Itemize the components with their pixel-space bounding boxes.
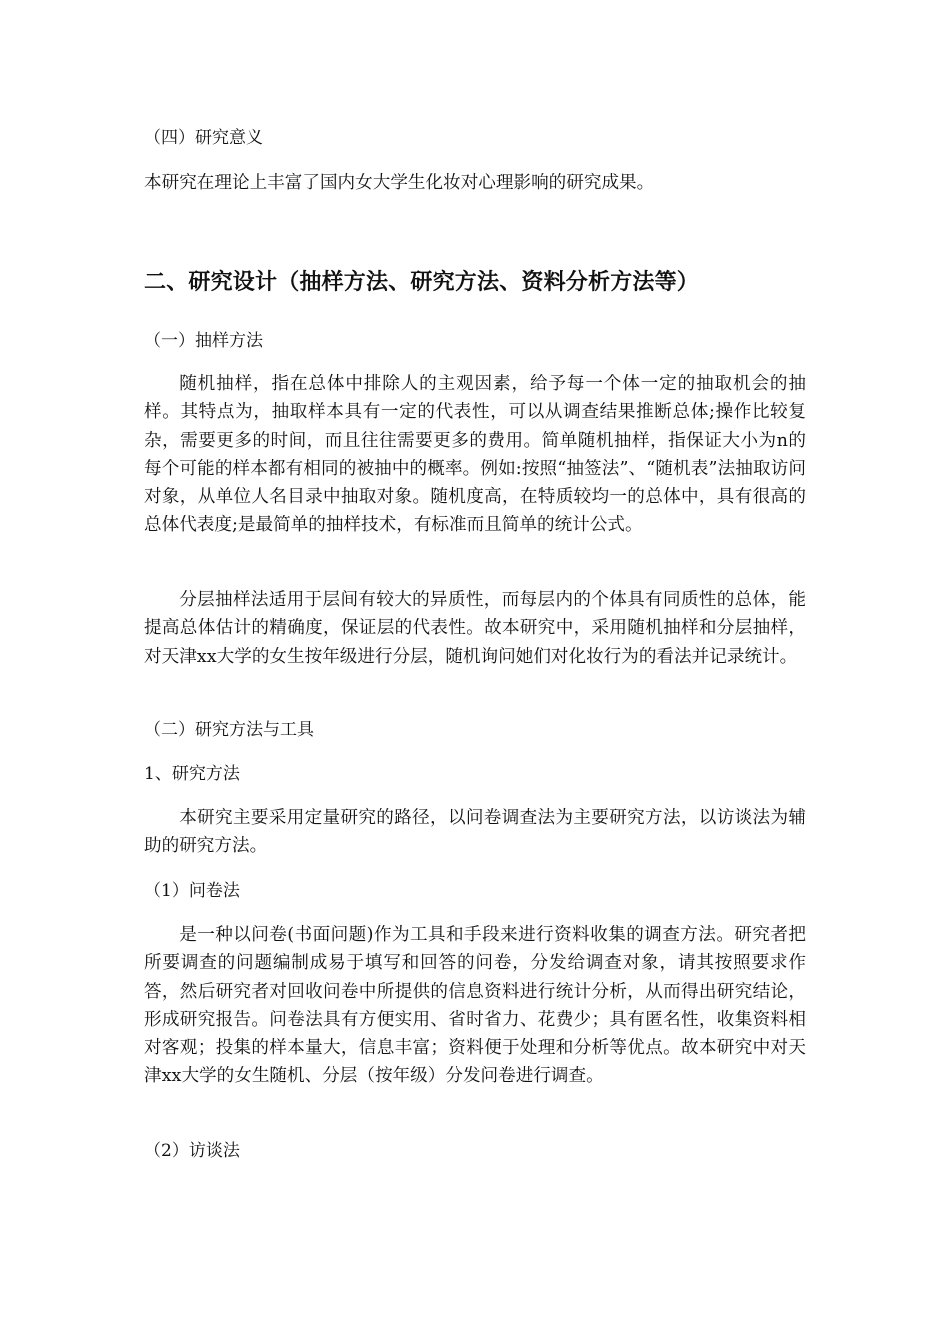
research-significance-text: 本研究在理论上丰富了国内女大学生化妆对心理影响的研究成果。 xyxy=(144,173,655,193)
questionnaire-paragraph: 是一种以问卷(书面问题)作为工具和手段来进行资料收集的调查方法。研究者把所要调查的问题编制成易于填写和回答的问卷，分发给调查对象，请其按照要求作答，然后研究者对回收问卷中所提供的信息资料进行统计分析，从而得出研究结论，形成研究报告。问卷法具有方便实用、省时省力、花费少；具有匿名性，收集资料相对客观；投集的样本量大，信息丰富；资料便于处理和分析等优点。故本研究中对天津xx大学的女生随机、分层（按年级）分发问卷进行调查。 xyxy=(144,925,806,1087)
subheading-interview: （2）访谈法 xyxy=(144,1141,240,1161)
section-heading-sampling-method: （一）抽样方法 xyxy=(144,331,263,351)
section-heading-methods-tools: （二）研究方法与工具 xyxy=(144,720,314,740)
research-method-paragraph: 本研究主要采用定量研究的路径，以问卷调查法为主要研究方法，以访谈法为辅助的研究方法。 xyxy=(144,808,806,857)
sampling-paragraph-random: 随机抽样，指在总体中排除人的主观因素，给予每一个体一定的抽取机会的抽样。其特点为，抽取样本具有一定的代表性，可以从调查结果推断总体;操作比较复杂，需要更多的时间，而且往往需要更多的费用。简单随机抽样，指保证大小为n的每个可能的样本都有相同的被抽中的概率。例如:按照“抽签法”、“随机表”法抽取访问对象，从单位人名目录中抽取对象。随机度高，在特质较均一的总体中，具有很高的总体代表度;是最简单的抽样技术，有标准而且简单的统计公式。 xyxy=(144,374,806,536)
subheading-research-method: 1、研究方法 xyxy=(144,764,240,784)
section-title-research-design: 二、研究设计（抽样方法、研究方法、资料分析方法等） xyxy=(144,270,700,295)
section-heading-research-significance: （四）研究意义 xyxy=(144,128,263,148)
subheading-questionnaire: （1）问卷法 xyxy=(144,881,240,901)
sampling-paragraph-stratified: 分层抽样法适用于层间有较大的异质性，而每层内的个体具有同质性的总体，能提高总体估计的精确度，保证层的代表性。故本研究中，采用随机抽样和分层抽样，对天津xx大学的女生按年级进行分层，随机询问她们对化妆行为的看法并记录统计。 xyxy=(144,590,806,667)
